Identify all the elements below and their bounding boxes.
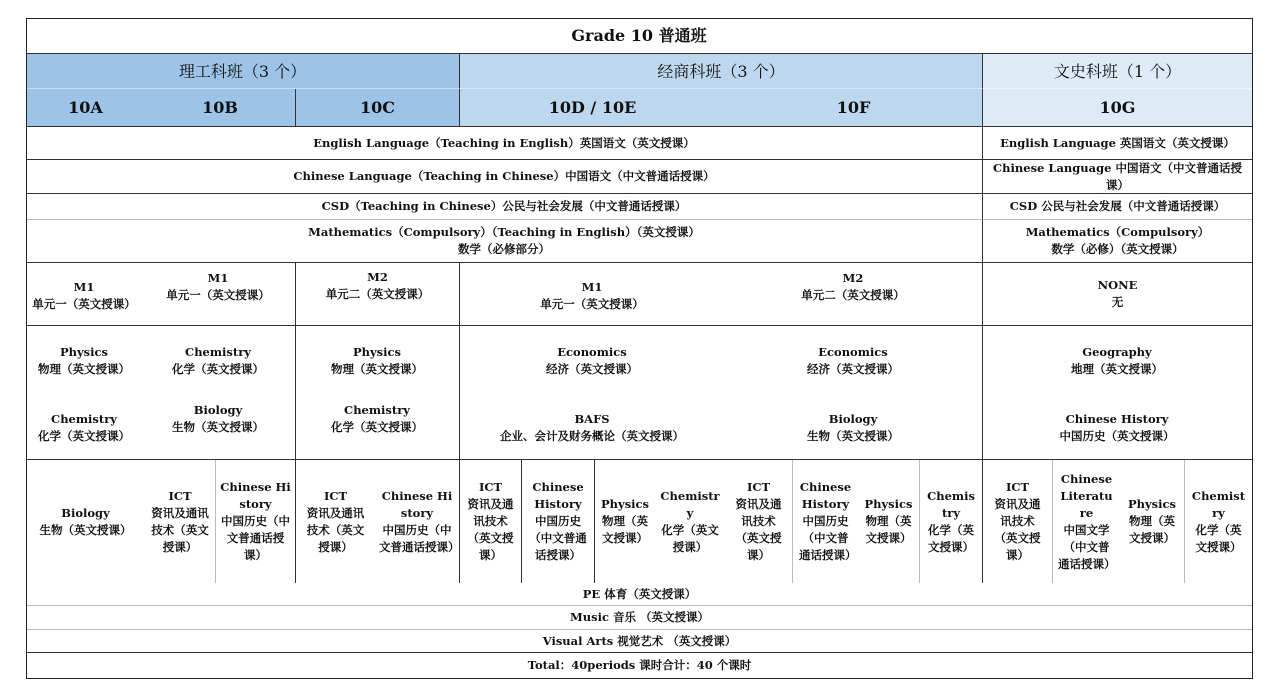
elective-cell (595, 460, 655, 583)
subject-zh: 资讯及通讯技术（英文授课） (306, 505, 365, 554)
class-header-10de (460, 89, 725, 127)
subject-en: Geography (1082, 345, 1152, 359)
elective-cell (1053, 460, 1120, 583)
subject-zh: 生物（英文授课） (807, 429, 899, 443)
elective-cell (216, 460, 296, 583)
elective-cell (983, 460, 1053, 583)
module-10c (296, 263, 460, 326)
group-label: 理工科班（3 个） (178, 61, 307, 81)
visual-arts-row (26, 630, 1253, 653)
group-header-science (26, 54, 460, 89)
elective-cell (522, 460, 595, 583)
module-code: M1 (581, 280, 603, 294)
science-subject (500, 411, 684, 445)
subject-en: Biology (828, 412, 878, 426)
subject-en: Chinese History (799, 480, 852, 511)
subject-text: Mathematics（Compulsory） (1025, 225, 1210, 239)
elective-cell (460, 460, 522, 583)
class-label: 10D / 10E (548, 98, 637, 117)
subject-en: Chinese Literature (1060, 471, 1113, 520)
total-row (26, 653, 1253, 678)
group-label: 文史科班（1 个） (1053, 61, 1182, 81)
group-header-arts (983, 54, 1253, 89)
subject-zh: 中国历史（中文普通话授课） (529, 514, 587, 562)
module-10de (540, 279, 644, 313)
math-row-10g (983, 220, 1253, 263)
module-label: 单元二（英文授课） (801, 288, 905, 302)
subject-zh: 生物（英文授课） (39, 522, 132, 537)
subject-zh: 物理（英文授课） (865, 514, 912, 545)
subject-en: Physics (864, 497, 913, 511)
music-row (26, 606, 1253, 630)
module-code: M1 (73, 280, 95, 294)
subject-zh: 资讯及通讯技术（英文授课） (151, 505, 209, 554)
elective-cell (1120, 460, 1185, 583)
subject-en: Economics (818, 345, 888, 359)
subject-zh: 物理（英文授课） (1129, 514, 1175, 545)
subject-zh: 资讯及通讯技术（英文授课） (735, 497, 782, 562)
table-title (26, 18, 1253, 54)
subject-en: ICT (746, 480, 771, 494)
subject-zh: 化学（英文授课） (928, 522, 974, 554)
total-text: Total：40periods 课时合计：40 个课时 (527, 658, 752, 672)
subject-en: Chemistry (1191, 488, 1246, 520)
science-subject (38, 411, 130, 445)
module-code: M2 (842, 271, 864, 285)
module-10a (32, 279, 136, 313)
subject-en: Chemistry (344, 403, 410, 417)
science-subject (331, 402, 423, 436)
subject-en: Economics (557, 345, 627, 359)
elective-cell (725, 460, 793, 583)
subject-zh: 中国历史（中文普通话授课） (379, 522, 460, 554)
subject-zh: 地理（英文授课） (1071, 362, 1163, 376)
science-subject (172, 344, 264, 378)
class-header-10g (983, 89, 1253, 127)
group-header-business (460, 54, 983, 89)
subject-zh: 资讯及通讯技术（英文授课） (467, 497, 514, 562)
science-subject (331, 344, 423, 378)
subject-en: Physics (59, 345, 108, 359)
subject-en: Chinese History (1065, 412, 1169, 426)
elective-cell (655, 460, 725, 583)
subject-text: CSD（Teaching in Chinese）公民与社会发展（中文普通话授课） (321, 199, 687, 213)
subject-zh: 经济（英文授课） (546, 362, 638, 376)
subject-en: Chinese History (220, 480, 291, 511)
subject-en: Chinese History (381, 488, 453, 520)
subject-text: Chinese Language（Teaching in Chinese）中国语文（中文普通话授课） (293, 169, 715, 183)
csd-row-10g (983, 194, 1253, 220)
science-subject (807, 344, 899, 378)
subject-text-zh: 数学（必修部分） (458, 242, 550, 256)
chinese-row-10g (983, 160, 1253, 194)
class-header-10c (296, 89, 460, 127)
subject-zh: 经济（英文授课） (807, 362, 899, 376)
subject-en: Chemistry (51, 412, 117, 426)
subject-zh: 中国历史（中文普通话授课） (799, 514, 857, 562)
subject-en: Biology (61, 505, 110, 520)
elective-cell (26, 460, 145, 583)
subject-zh: 物理（英文授课） (602, 514, 648, 545)
subject-en: Chemistry (185, 345, 251, 359)
subject-text: Music 音乐 （英文授课） (570, 610, 709, 624)
class-label: 10B (202, 98, 238, 117)
subject-zh: 中国历史（英文授课） (1059, 429, 1175, 443)
class-header-10b (145, 89, 296, 127)
elective-cell (296, 460, 375, 583)
subject-text: English Language 英国语文（英文授课） (1000, 135, 1235, 150)
class-header-10f (725, 89, 983, 127)
subject-zh: 化学（英文授课） (172, 362, 264, 376)
module-10b (166, 270, 270, 304)
class-label: 10F (836, 98, 871, 117)
subject-zh: 物理（英文授课） (38, 362, 130, 376)
science-subject (1060, 411, 1175, 445)
module-10g (983, 263, 1253, 326)
module-label: 单元一（英文授课） (32, 297, 136, 311)
module-label: 单元一（英文授课） (540, 297, 644, 311)
module-label: 单元一（英文授课） (166, 288, 270, 302)
chinese-row-main (26, 160, 983, 194)
elective-cell (145, 460, 216, 583)
subject-en: Physics (352, 345, 401, 359)
subject-zh: 中国文学（中文普通话授课） (1058, 522, 1116, 571)
elective-cell (1185, 460, 1252, 583)
subject-zh: 化学（英文授课） (38, 429, 130, 443)
subject-zh: 中国历史（中文普通话授课） (221, 514, 290, 562)
subject-en: Chemistry (660, 488, 720, 520)
title-text: Grade 10 普通班 (571, 26, 707, 45)
subject-en: Chemistry (927, 488, 975, 520)
module-10f (801, 270, 905, 304)
subject-en: BAFS (574, 412, 610, 426)
group-label: 经商科班（3 个） (657, 61, 785, 81)
module-code: M2 (367, 270, 388, 284)
science-subject (1071, 344, 1163, 378)
subject-text: CSD 公民与社会发展（中文普通话授课） (1009, 199, 1226, 213)
elective-cell (793, 460, 858, 583)
subject-zh: 资讯及通讯技术（英文授课） (994, 497, 1041, 562)
subject-en: ICT (478, 480, 503, 494)
subject-text: Chinese Language 中国语文（中文普通话授课） (993, 160, 1242, 192)
subject-text-zh: 数学（必修）（英文授课） (1051, 242, 1184, 256)
module-code: M1 (207, 271, 229, 285)
elective-cell (375, 460, 460, 583)
subject-text: Visual Arts 视觉艺术 （英文授课） (542, 633, 737, 648)
english-row-10g (983, 127, 1253, 160)
science-subject (807, 411, 899, 445)
subject-en: Physics (1127, 497, 1176, 511)
subject-text: English Language（Teaching in English）英国语文（英文授课） (313, 135, 695, 150)
subject-zh: 化学（英文授课） (1195, 522, 1242, 554)
subject-text: PE 体育（英文授课） (582, 586, 697, 601)
subject-en: ICT (323, 488, 348, 503)
subject-zh: 化学（英文授课） (331, 420, 423, 434)
science-subject (546, 344, 638, 378)
elective-cell (858, 460, 920, 583)
subject-zh: 企业、会计及财务概论（英文授课） (500, 429, 684, 443)
math-row-main (26, 220, 983, 263)
module-label: 无 (1111, 295, 1124, 309)
subject-en: ICT (1005, 480, 1030, 494)
elective-cell (920, 460, 983, 583)
csd-row-main (26, 194, 983, 220)
subject-en: Physics (601, 497, 650, 511)
class-label: 10A (68, 98, 103, 117)
class-header-10a (26, 89, 145, 127)
subject-en: Chinese History (532, 480, 584, 511)
subject-zh: 生物（英文授课） (172, 420, 264, 434)
subject-text: Mathematics（Compulsory）（Teaching in English）（英文授课） (308, 225, 700, 239)
module-code: NONE (1097, 278, 1138, 292)
class-label: 10C (360, 98, 395, 117)
pe-row (26, 583, 1253, 606)
subject-en: Biology (193, 403, 243, 417)
science-subject (172, 402, 264, 436)
class-label: 10G (1099, 98, 1136, 117)
subject-zh: 物理（英文授课） (331, 362, 423, 376)
english-row-main (26, 127, 983, 160)
module-label: 单元二（英文授课） (325, 287, 430, 301)
subject-zh: 化学（英文授课） (661, 522, 719, 554)
subject-en: ICT (168, 488, 192, 503)
science-subject (38, 344, 130, 378)
